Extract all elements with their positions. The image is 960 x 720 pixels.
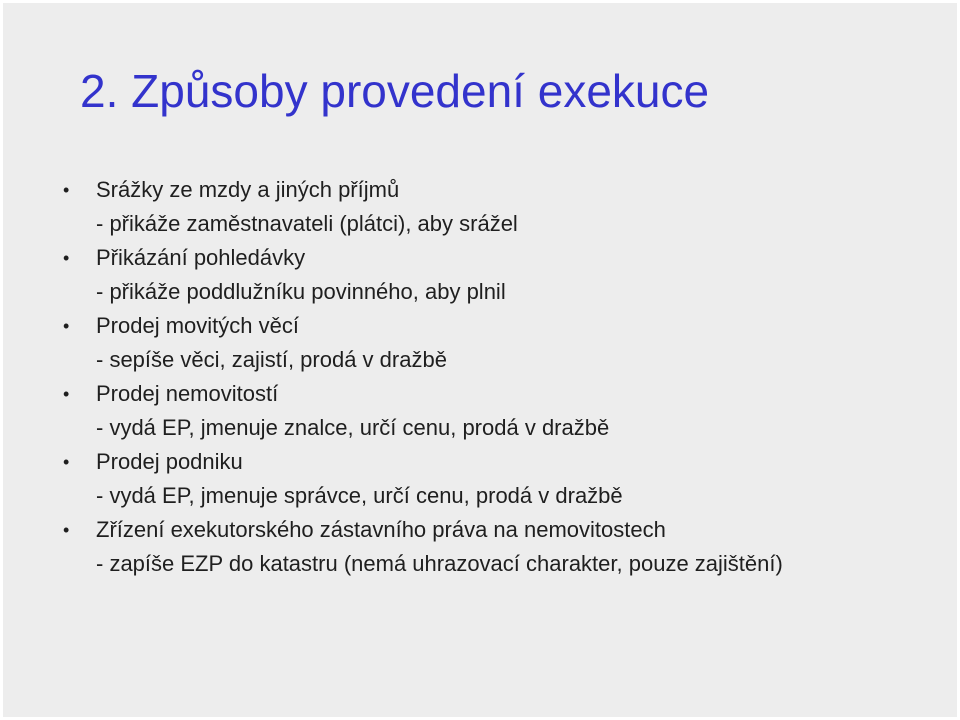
bullet-heading: Srážky ze mzdy a jiných příjmů [96, 177, 400, 202]
slide-title: 2. Způsoby provedení exekuce [80, 65, 710, 117]
bullet-item [3, 309, 957, 377]
bullet-item [3, 377, 957, 445]
bullet-list [3, 173, 957, 579]
bullet-detail: - vydá EP, jmenuje správce, určí cenu, prodá v dražbě [96, 483, 623, 508]
bullet-dot-icon: • [63, 384, 70, 404]
bullet-heading: Prodej movitých věcí [96, 313, 299, 338]
bullet-dot-icon: • [63, 520, 70, 540]
bullet-heading: Zřízení exekutorského zástavního práva na nemovitostech [96, 517, 666, 542]
bullet-heading: Prodej podniku [96, 449, 243, 474]
bullet-detail: - vydá EP, jmenuje znalce, určí cenu, prodá v dražbě [96, 415, 610, 440]
bullet-dot-icon: • [63, 180, 70, 200]
bullet-detail: - přikáže poddlužníku povinného, aby plnil [96, 279, 506, 304]
bullet-heading: Přikázání pohledávky [96, 245, 306, 270]
bullet-item [3, 445, 957, 513]
bullet-item [3, 241, 957, 309]
bullet-dot-icon: • [63, 248, 70, 268]
bullet-item [3, 513, 957, 579]
bullet-detail: - sepíše věci, zajistí, prodá v dražbě [96, 347, 447, 372]
bullet-detail: - přikáže zaměstnavateli (plátci), aby srážel [96, 211, 518, 236]
bullet-dot-icon: • [63, 316, 70, 336]
slide [3, 3, 957, 717]
bullet-dot-icon: • [63, 452, 70, 472]
bullet-heading: Prodej nemovitostí [96, 381, 279, 406]
bullet-detail: - zapíše EZP do katastru (nemá uhrazovací charakter, pouze zajištění) [96, 551, 783, 576]
bullet-item [3, 173, 957, 241]
